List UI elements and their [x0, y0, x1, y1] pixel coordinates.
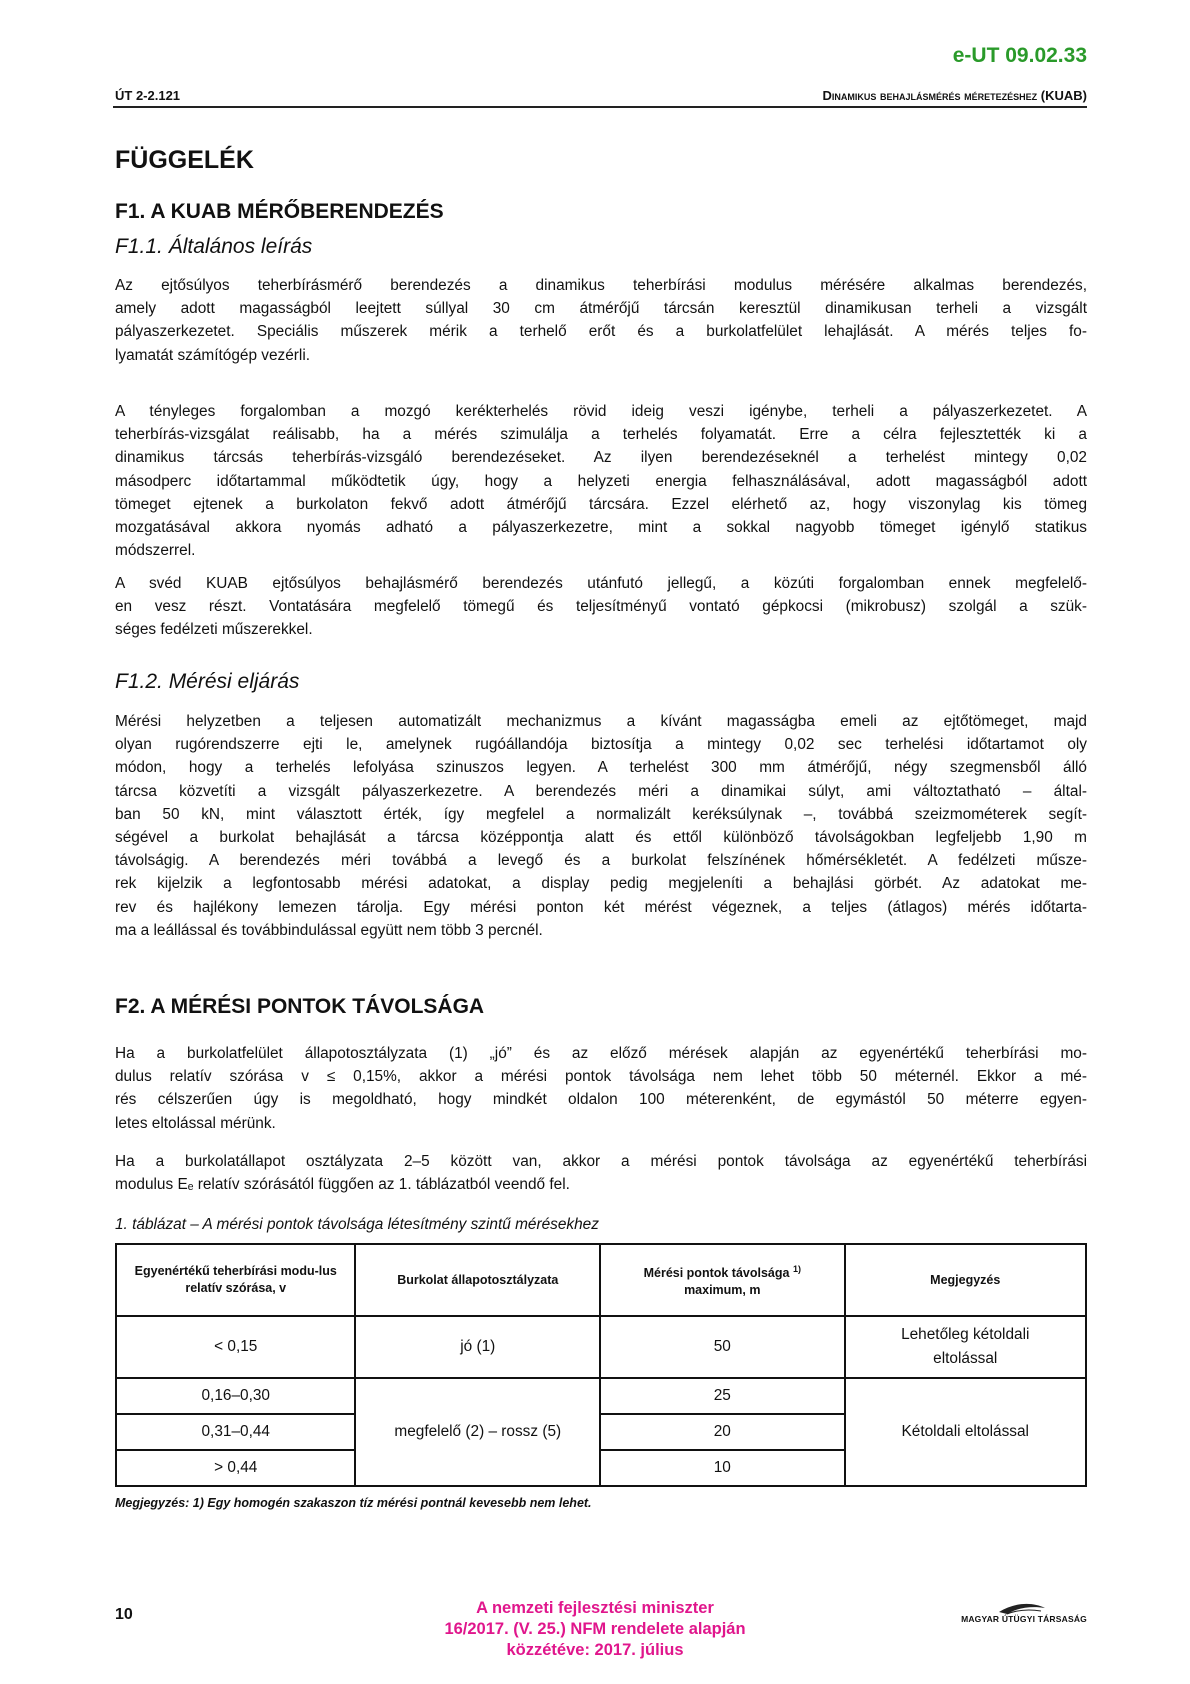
header-cell-condition: Burkolat állapotosztályzata	[355, 1244, 600, 1316]
header-distance-text: Mérési pontok távolsága	[643, 1266, 790, 1281]
text-line: lyamatát számítógép vezérli.	[115, 346, 311, 364]
text-line: ma a leállással és továbbindulással együtt nem több 3 percnél.	[115, 921, 543, 939]
text-line: Ha a burkolatfelület állapotosztályzata (1) „jó” és az előző mérések alapján az egyenértékű teherbírási mo-	[115, 1045, 1087, 1062]
text-line: módszerrel.	[115, 542, 196, 560]
cell-v: < 0,15	[116, 1316, 355, 1378]
text-line: Ha a burkolatállapot osztályzata 2–5 között van, akkor a mérési pontok távolsága az egyenértékű teherbírási	[115, 1153, 1087, 1170]
text-line: A tényleges forgalomban a mozgó kerékterhelés rövid ideig veszi igénybe, terheli a pályaszerkezetet. A	[115, 403, 1087, 420]
table-footnote: Megjegyzés: 1) Egy homogén szakaszon tíz mérési pontnál kevesebb nem lehet.	[115, 1496, 592, 1510]
cell-condition: jó (1)	[355, 1316, 600, 1378]
table-row	[116, 1316, 1086, 1378]
text-line: távolságig. A berendezés méri továbbá a levegő és a burkolat felszínének hőmérsékletét. A fedélzeti műsze-	[115, 852, 1087, 870]
text-line: olyan rugórendszerre ejti le, amelynek rugóállandója biztosítja a mintegy 0,02 sec terhelési időtartamot oly	[115, 736, 1087, 754]
publication-note-line: 16/2017. (V. 25.) NFM rendelete alapján	[444, 1620, 746, 1638]
text-line: másodperc időtartammal működtetik úgy, hogy a helyzeti energia felhasználásával, adott magasságból adott	[115, 472, 1087, 490]
publication-note-line: közzétéve: 2017. július	[506, 1641, 684, 1659]
text-line: rés célszerűen úgy is megoldható, hogy mindkét oldalon 100 méterenként, de egymástól 50 méterre egyen-	[115, 1091, 1087, 1109]
header-rule	[113, 106, 1087, 108]
text-line: A svéd KUAB ejtősúlyos behajlásmérő berendezés utánfutó jellegű, a közúti forgalomban ennek megfelelő-	[115, 575, 1087, 592]
table-row	[116, 1378, 1086, 1414]
text-line: modulus Eₑ relatív szórásától függően az 1. táblázatból veendő fel.	[115, 1176, 570, 1194]
section-f1-title: F1. A KUAB MÉRŐBERENDEZÉS	[115, 200, 444, 223]
paragraph-f2-b	[115, 1150, 1087, 1196]
text-line: rev és hajlékony lemezen tárolja. Egy mérési ponton két mérést végeznek, a teljes (átlagos) mérés időtarta-	[115, 898, 1087, 916]
header-cell-distance	[600, 1244, 844, 1316]
paragraph-f2-a	[115, 1042, 1087, 1135]
paragraph-f1-1-b	[115, 400, 1087, 562]
cell-v: 0,31–0,44	[116, 1414, 355, 1450]
cell-condition-group: megfelelő (2) – rossz (5)	[355, 1378, 600, 1486]
text-line: mozgatásával akkora nyomás adható a pályaszerkezetre, mint a sokkal nagyobb tömeget igénylő statikus	[115, 519, 1087, 537]
text-line: dinamikus tárcsás teherbírás-vizsgáló berendezéseket. Az ilyen berendezéseknél a terhelést mintegy 0,02	[115, 449, 1087, 467]
cell-note	[845, 1316, 1087, 1378]
cell-distance: 10	[600, 1450, 844, 1486]
text-line: séges fedélzeti műszerekkel.	[115, 621, 313, 639]
measurement-spacing-table	[115, 1243, 1087, 1487]
cell-v: 0,16–0,30	[116, 1378, 355, 1414]
cell-distance: 25	[600, 1378, 844, 1414]
header-standard-number: ÚT 2-2.121	[115, 88, 181, 103]
text-line: dulus relatív szórása v ≤ 0,15%, akkor a mérési pontok távolsága nem lehet több 50 méternél. Ekkor a mé-	[115, 1068, 1087, 1086]
text-line: pályaszerkezetet. Speciális műszerek mérik a terhelő erőt és a burkolatfelület lehajlását. A mérés teljes fo-	[115, 323, 1087, 341]
header-cell-relative-deviation: Egyenértékű teherbírási modu-lus relatív szórása, v	[116, 1244, 355, 1316]
subsection-f1-1-title: F1.1. Általános leírás	[115, 235, 313, 258]
header-distance-unit: maximum, m	[684, 1283, 761, 1298]
text-line: teherbírás-vizsgálat reálisabb, ha a mérés szimulálja a terhelés folyamatát. Erre a célra fejlesztették ki a	[115, 426, 1087, 444]
cell-v: > 0,44	[116, 1450, 355, 1486]
paragraph-f1-1-c	[115, 572, 1087, 642]
section-f2-title: F2. A MÉRÉSI PONTOK TÁVOLSÁGA	[115, 995, 485, 1018]
publication-note-line: A nemzeti fejlesztési miniszter	[476, 1599, 714, 1617]
text-line: amely adott magasságból leejtett súllyal 30 cm átmérőjű tárcsán keresztül dinamikusan terheli a vizsgált	[115, 300, 1087, 318]
header-document-title: Dinamikus behajlásmérés méretezéshez (KUAB)	[822, 88, 1087, 103]
text-line: Az ejtősúlyos teherbírásmérő berendezés a dinamikus teherbírási modulus mérésére alkalmas berendezés,	[115, 277, 1087, 294]
text-line: en vesz részt. Vontatására megfelelő tömegű és teljesítményű vontató gépkocsi (mikrobusz) szolgál a szük-	[115, 598, 1087, 616]
cell-distance: 20	[600, 1414, 844, 1450]
text-line: tárcsa közvetíti a vizsgált pályaszerkezetre. A berendezés méri a dinamikai súlyt, ami változtatható – által-	[115, 782, 1087, 800]
header-cell-note: Megjegyzés	[845, 1244, 1087, 1316]
appendix-title: FÜGGELÉK	[115, 146, 254, 174]
text-line: ban 50 kN, mint választott érték, így megfelel a normalizált keréksúlynak –, továbbá szeizmométerek segít-	[115, 805, 1087, 823]
paragraph-f1-2-a	[115, 710, 1087, 942]
text-line: tömeget ejtenek a burkolaton fekvő adott átmérőjű tárcsára. Ezzel elérhető az, hogy viszonylag kis tömeg	[115, 495, 1087, 513]
text-line: rek kijelzik a legfontosabb mérési adatokat, a display pedig megjeleníti a behajlási görbét. Az adatokat me-	[115, 875, 1087, 893]
subsection-f1-2-title: F1.2. Mérési eljárás	[115, 670, 300, 693]
text-line: módon, hogy a terhelés lefolyása szinuszos legyen. A terhelést 300 mm átmérőjű, négy szegmensből álló	[115, 759, 1087, 777]
text-line: ségével a burkolat behajlását a tárcsa középpontja alatt és ettől különböző távolságokban legfeljebb 1,90 m	[115, 829, 1087, 847]
cell-note-group: Kétoldali eltolással	[845, 1378, 1087, 1486]
note-line: eltolással	[933, 1350, 998, 1367]
note-line: Lehetőleg kétoldali	[901, 1326, 1030, 1343]
text-line: Mérési helyzetben a teljesen automatizált mechanizmus a kívánt magasságba emeli az ejtőtömeget, majd	[115, 713, 1087, 730]
footnote-marker: 1)	[792, 1263, 801, 1274]
page-number: 10	[115, 1606, 133, 1623]
cell-distance: 50	[600, 1316, 844, 1378]
paragraph-f1-1-a	[115, 274, 1087, 367]
document-code: e-UT 09.02.33	[952, 44, 1087, 67]
table-caption: 1. táblázat – A mérési pontok távolsága létesítmény szintű mérésekhez	[115, 1216, 599, 1233]
text-line: letes eltolással mérünk.	[115, 1114, 276, 1132]
logo-text: MAGYAR ÚTÜGYI TÁRSASÁG	[961, 1614, 1087, 1624]
